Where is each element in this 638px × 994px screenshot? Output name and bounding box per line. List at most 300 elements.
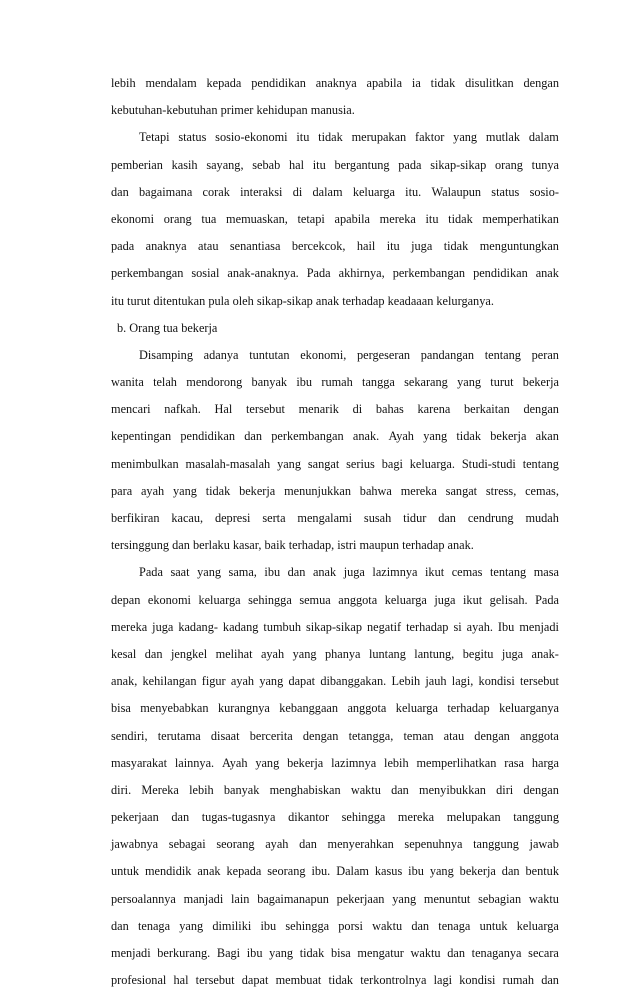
word: orang — [163, 211, 192, 226]
text-line — [111, 233, 559, 260]
word: dikantor — [288, 810, 330, 825]
word: berfikiran — [111, 511, 160, 525]
word: bahas — [375, 402, 404, 417]
word: bercekcok, — [291, 239, 346, 254]
word: pandangan — [420, 347, 475, 362]
word: tetangga, — [348, 728, 394, 743]
word: juga — [411, 239, 433, 254]
word: interaksi — [240, 184, 283, 199]
word: Pada — [535, 592, 559, 607]
word: anggota — [338, 592, 378, 607]
word: kacau, — [171, 511, 204, 525]
word: bisa — [111, 701, 131, 716]
text-line — [111, 423, 559, 450]
word: cemas — [451, 565, 483, 580]
word: terhadap — [447, 701, 490, 716]
word: pemberian — [111, 157, 163, 172]
word: kepada — [226, 864, 262, 879]
word: anak — [312, 565, 337, 580]
word: anaknya — [315, 76, 357, 90]
word: tanggung — [513, 810, 559, 825]
word: dan — [287, 565, 306, 580]
word: pada — [398, 157, 422, 172]
word: tentang — [484, 347, 521, 362]
word: ekonomi, — [300, 347, 347, 362]
word: tidur — [403, 511, 427, 525]
word: nafkah. — [164, 402, 201, 417]
word: menjadi — [111, 946, 151, 960]
word: tenaganya — [471, 946, 522, 960]
word: berkurang. — [157, 946, 211, 960]
word: keluarga — [516, 918, 559, 933]
word: yang — [172, 483, 197, 498]
word: status — [491, 184, 520, 199]
word: hail — [356, 239, 376, 254]
word: tidak — [448, 211, 473, 226]
word: sekarang — [404, 375, 448, 390]
word: hal — [173, 973, 189, 988]
word: keluarga — [198, 592, 241, 607]
word: kondisi — [478, 674, 515, 689]
word: kepentingan — [111, 429, 172, 444]
word: peran — [531, 347, 559, 362]
word: ayah — [265, 837, 289, 852]
word: ekonomi — [111, 211, 155, 226]
word: yang — [179, 918, 204, 933]
word: yang — [429, 864, 454, 879]
word: manjadi — [183, 891, 224, 906]
word: tumbuh — [263, 619, 301, 634]
text-line — [111, 940, 559, 967]
word: bisa — [330, 946, 351, 960]
word: anak — [535, 266, 559, 281]
word: disaat — [210, 728, 240, 743]
word: ayah — [260, 646, 285, 661]
word: serta — [262, 511, 286, 525]
word: bagaimanapun — [257, 891, 329, 906]
text-line: kebutuhan-kebutuhan primer kehidupan manusia. — [111, 103, 355, 118]
word: yang — [423, 429, 448, 444]
text-line — [111, 152, 559, 179]
word: lazimnya — [331, 755, 377, 770]
word: sangat — [445, 483, 478, 498]
text-line — [111, 478, 559, 505]
word: rumah — [502, 973, 535, 988]
word: sehingga — [285, 918, 330, 933]
word: keluarga — [352, 184, 395, 199]
word: pergeseran — [357, 347, 411, 362]
word: saat — [170, 565, 190, 580]
word: profesional — [111, 973, 167, 988]
word: tersebut — [195, 973, 235, 988]
word: bekerja — [459, 864, 496, 879]
word: ekonomi — [147, 592, 191, 607]
word: pendidikan — [180, 429, 235, 444]
text-line — [111, 750, 559, 777]
word: waktu — [528, 891, 559, 906]
word: di — [292, 184, 303, 199]
word: yang — [255, 755, 280, 770]
word: bagi — [381, 456, 403, 471]
word: tenaga — [438, 918, 471, 933]
word: diri — [496, 782, 514, 797]
word: mendorong — [186, 375, 243, 390]
word: anak, — [111, 674, 138, 689]
word: ayah. — [466, 619, 493, 634]
word: corak — [202, 184, 230, 199]
word: luntang — [368, 646, 406, 661]
text-line — [111, 913, 559, 940]
word: ia — [411, 76, 421, 90]
word: bagaimana — [139, 184, 193, 199]
word: mengalami — [297, 511, 353, 525]
word: tidak — [456, 429, 481, 444]
word: akhirnya, — [338, 266, 385, 281]
word: memuaskan, — [226, 211, 288, 226]
word: ibu — [296, 375, 313, 390]
word: menyerahkan — [327, 837, 394, 852]
word: tidak — [205, 483, 231, 498]
word: tidak — [328, 973, 354, 988]
word: terutama — [157, 728, 201, 743]
word: juga — [152, 619, 174, 634]
word: ibu. — [311, 864, 331, 879]
word: terkontrolnya — [360, 973, 427, 988]
word: atau — [443, 728, 465, 743]
word: diri. — [111, 782, 132, 797]
word: ibu — [246, 946, 263, 960]
word: keluarga. — [409, 456, 455, 471]
document-page — [111, 70, 559, 994]
text-line — [111, 641, 559, 668]
text-line — [111, 804, 559, 831]
word: susah — [363, 511, 392, 525]
word: memperlihatkan — [416, 755, 497, 770]
word: Pada — [306, 266, 331, 281]
word: itu — [312, 157, 326, 172]
word: dan — [171, 810, 190, 825]
word: lagi, — [451, 674, 474, 689]
word: dan — [501, 864, 520, 879]
word: tangga — [362, 375, 395, 390]
text-line — [111, 124, 559, 151]
word: dan — [447, 946, 466, 960]
word: orang — [494, 157, 523, 172]
word: faktor — [415, 130, 445, 145]
word: cemas, — [525, 483, 559, 498]
word: dibanggakan. — [320, 674, 387, 689]
word: menghabiskan — [269, 782, 341, 797]
text-line — [111, 559, 559, 586]
word: menuntut — [423, 891, 471, 906]
word: dapat — [288, 674, 316, 689]
text-line — [111, 695, 559, 722]
word: tidak — [299, 946, 325, 960]
word: tuntutan — [249, 347, 290, 362]
word: tanggung — [473, 837, 519, 852]
word: tunya — [531, 157, 559, 172]
word: secara — [528, 946, 559, 960]
word: wanita — [111, 375, 144, 390]
word: sendiri, — [111, 728, 148, 743]
word: seorang — [267, 864, 306, 879]
word: senantiasa — [229, 239, 281, 254]
word: dapat — [241, 973, 269, 988]
word: kehilangan — [142, 674, 197, 689]
word: porsi — [338, 918, 363, 933]
word: tidak — [318, 130, 343, 145]
word: itu — [386, 239, 400, 254]
word: turut — [490, 375, 514, 390]
word: sosial — [191, 266, 220, 281]
word: yang — [292, 646, 317, 661]
word: anak-anaknya. — [227, 266, 299, 281]
word: waktu — [350, 782, 381, 797]
word: mereka — [379, 211, 416, 226]
word: ibu — [264, 565, 281, 580]
word: telah — [153, 375, 177, 390]
word: yang — [453, 130, 478, 145]
word: Dalam — [336, 864, 369, 879]
word: kebanggaan — [279, 701, 339, 716]
text-line: itu turut ditentukan pula oleh sikap-sikap anak terhadap keadaaan kelurganya. — [111, 293, 494, 308]
word: keluarga — [395, 701, 438, 716]
word: di — [352, 402, 363, 417]
word: Tetapi — [139, 130, 170, 145]
word: itu — [296, 130, 310, 145]
word: anggota — [347, 701, 387, 716]
word: dan — [111, 184, 129, 199]
word: atau — [198, 239, 219, 254]
word: cendrung — [467, 511, 514, 525]
word: lebih — [189, 782, 214, 797]
text-line — [111, 967, 559, 994]
word: anak- — [531, 646, 559, 661]
word: yang — [259, 674, 284, 689]
word: dalam — [312, 184, 343, 199]
word: perkembangan — [271, 429, 344, 444]
word: dan — [438, 511, 456, 525]
word: bergantung — [334, 157, 390, 172]
word: tetapi — [297, 211, 325, 226]
text-line — [111, 369, 559, 396]
word: juga — [343, 565, 365, 580]
word: sikap-sikap — [430, 157, 487, 172]
word: gelisah. — [489, 592, 528, 607]
word: bekerja — [239, 483, 276, 498]
text-line — [111, 668, 559, 695]
word: lantung, — [414, 646, 455, 661]
text-line — [111, 206, 559, 233]
word: perkembangan — [111, 266, 184, 281]
word: menyibukkan — [419, 782, 486, 797]
word: dalam — [528, 130, 559, 145]
word: sangat — [307, 456, 340, 471]
word: mencari — [111, 402, 151, 417]
word: kadang — [222, 619, 259, 634]
word: mutlak — [485, 130, 521, 145]
word: harga — [531, 755, 559, 770]
word: tersebut — [520, 674, 559, 689]
word: Pada — [139, 565, 163, 580]
word: dan — [411, 918, 430, 933]
word: banyak — [223, 782, 260, 797]
word: menunjukkan — [284, 483, 351, 498]
word: yang — [457, 375, 481, 390]
word: dan — [111, 918, 129, 933]
word: masalah-masalah — [185, 456, 271, 471]
text-line — [111, 831, 559, 858]
word: figur — [201, 674, 226, 689]
word: pada — [111, 239, 135, 254]
word: rumah — [321, 375, 353, 390]
word: ikut — [463, 592, 483, 607]
word: terhadap — [406, 619, 449, 634]
word: mereka — [111, 619, 148, 634]
word: sikap-sikap — [305, 619, 362, 634]
word: keluarga — [384, 592, 427, 607]
word: stress, — [485, 483, 517, 498]
word: apabila — [334, 211, 371, 226]
word: sepenuhnya — [404, 837, 463, 852]
word: yang — [277, 456, 301, 471]
word: bekerja — [287, 755, 324, 770]
word: kasih — [171, 157, 198, 172]
text-line — [111, 179, 559, 206]
word: sehingga — [341, 810, 386, 825]
word: keluarganya — [499, 701, 559, 716]
word: dan — [391, 782, 409, 797]
word: lainnya. — [174, 755, 215, 770]
word: bahwa — [359, 483, 392, 498]
word: itu. — [405, 184, 422, 199]
word: ibu — [260, 918, 277, 933]
text-line — [111, 587, 559, 614]
word: tenaga — [137, 918, 171, 933]
word: jawabnya — [111, 837, 159, 852]
word: sama, — [228, 565, 257, 580]
word: karena — [417, 402, 451, 417]
word: tersebut — [245, 402, 285, 417]
text-line — [111, 723, 559, 750]
word: anaknya — [145, 239, 187, 254]
word: status — [178, 130, 207, 145]
word: mereka — [397, 810, 435, 825]
word: melihat — [215, 646, 253, 661]
text-line — [111, 260, 559, 287]
text-line — [111, 886, 559, 913]
word: sebagian — [478, 891, 522, 906]
word: begitu — [462, 646, 494, 661]
word: tugas-tugasnya — [201, 810, 276, 825]
word: kepada — [206, 76, 242, 90]
word: kesal — [111, 646, 137, 661]
word: banyak — [251, 375, 288, 390]
word: yang — [392, 891, 417, 906]
word: dan — [299, 837, 317, 852]
word: Bagi — [216, 946, 241, 960]
word: tidak — [430, 76, 456, 90]
word: tentang — [489, 565, 527, 580]
word: merupakan — [351, 130, 407, 145]
text-line — [111, 396, 559, 423]
word: waktu — [372, 918, 403, 933]
section-heading: b. Orang tua bekerja — [117, 320, 218, 335]
word: tua — [201, 211, 217, 226]
word: kasus — [374, 864, 403, 879]
text-line — [111, 505, 559, 532]
word: jengkel — [170, 646, 208, 661]
word: kadang- — [178, 619, 218, 634]
word: dan — [144, 646, 163, 661]
word: sosio-ekonomi — [215, 130, 288, 145]
word: anak. — [352, 429, 380, 444]
word: anak — [197, 864, 221, 879]
word: jauh — [425, 674, 447, 689]
word: dan — [244, 429, 263, 444]
word: sosio- — [529, 184, 559, 199]
text-line — [111, 777, 559, 804]
word: masa — [533, 565, 559, 580]
text-line — [111, 342, 559, 369]
word: lebih — [111, 76, 136, 90]
word: anggota — [519, 728, 559, 743]
word: persoalannya — [111, 891, 176, 906]
word: sebagai — [168, 837, 206, 852]
word: juga — [501, 646, 524, 661]
word: sebab — [252, 157, 281, 172]
text-line — [111, 70, 559, 97]
word: waktu — [410, 946, 441, 960]
word: dengan — [523, 76, 559, 90]
word: semua — [299, 592, 331, 607]
word: dengan — [523, 782, 559, 797]
text-line — [111, 451, 559, 478]
word: Mereka — [141, 782, 179, 797]
word: serius — [346, 456, 375, 471]
word: negatif — [366, 619, 402, 634]
word: lain — [231, 891, 250, 906]
text-line: tersinggung dan berlaku kasar, baik terhadap, istri maupun terhadap anak. — [111, 538, 474, 553]
word: dengan — [474, 728, 510, 743]
word: lagi — [433, 973, 453, 988]
word: masyarakat — [111, 755, 167, 770]
word: rasa — [504, 755, 525, 770]
word: itu — [425, 211, 439, 226]
word: mendalam — [145, 76, 197, 90]
word: depan — [111, 592, 141, 607]
word: Ayah — [221, 755, 248, 770]
word: dengan — [523, 402, 559, 417]
word: sayang, — [206, 157, 244, 172]
word: bentuk — [525, 864, 559, 879]
word: melupakan — [446, 810, 501, 825]
word: menyebabkan — [140, 701, 209, 716]
word: bekerja — [522, 375, 559, 390]
word: disulitkan — [465, 76, 514, 90]
word: teman — [403, 728, 434, 743]
word: memperhatikan — [482, 211, 559, 226]
word: ibu — [408, 864, 424, 879]
word: Studi-studi — [461, 456, 516, 471]
word: tentang — [522, 456, 559, 471]
word: mendidik — [144, 864, 192, 879]
word: seorang — [216, 837, 255, 852]
word: untuk — [479, 918, 508, 933]
word: si — [453, 619, 462, 634]
word: ayah — [140, 483, 165, 498]
word: dengan — [302, 728, 339, 743]
